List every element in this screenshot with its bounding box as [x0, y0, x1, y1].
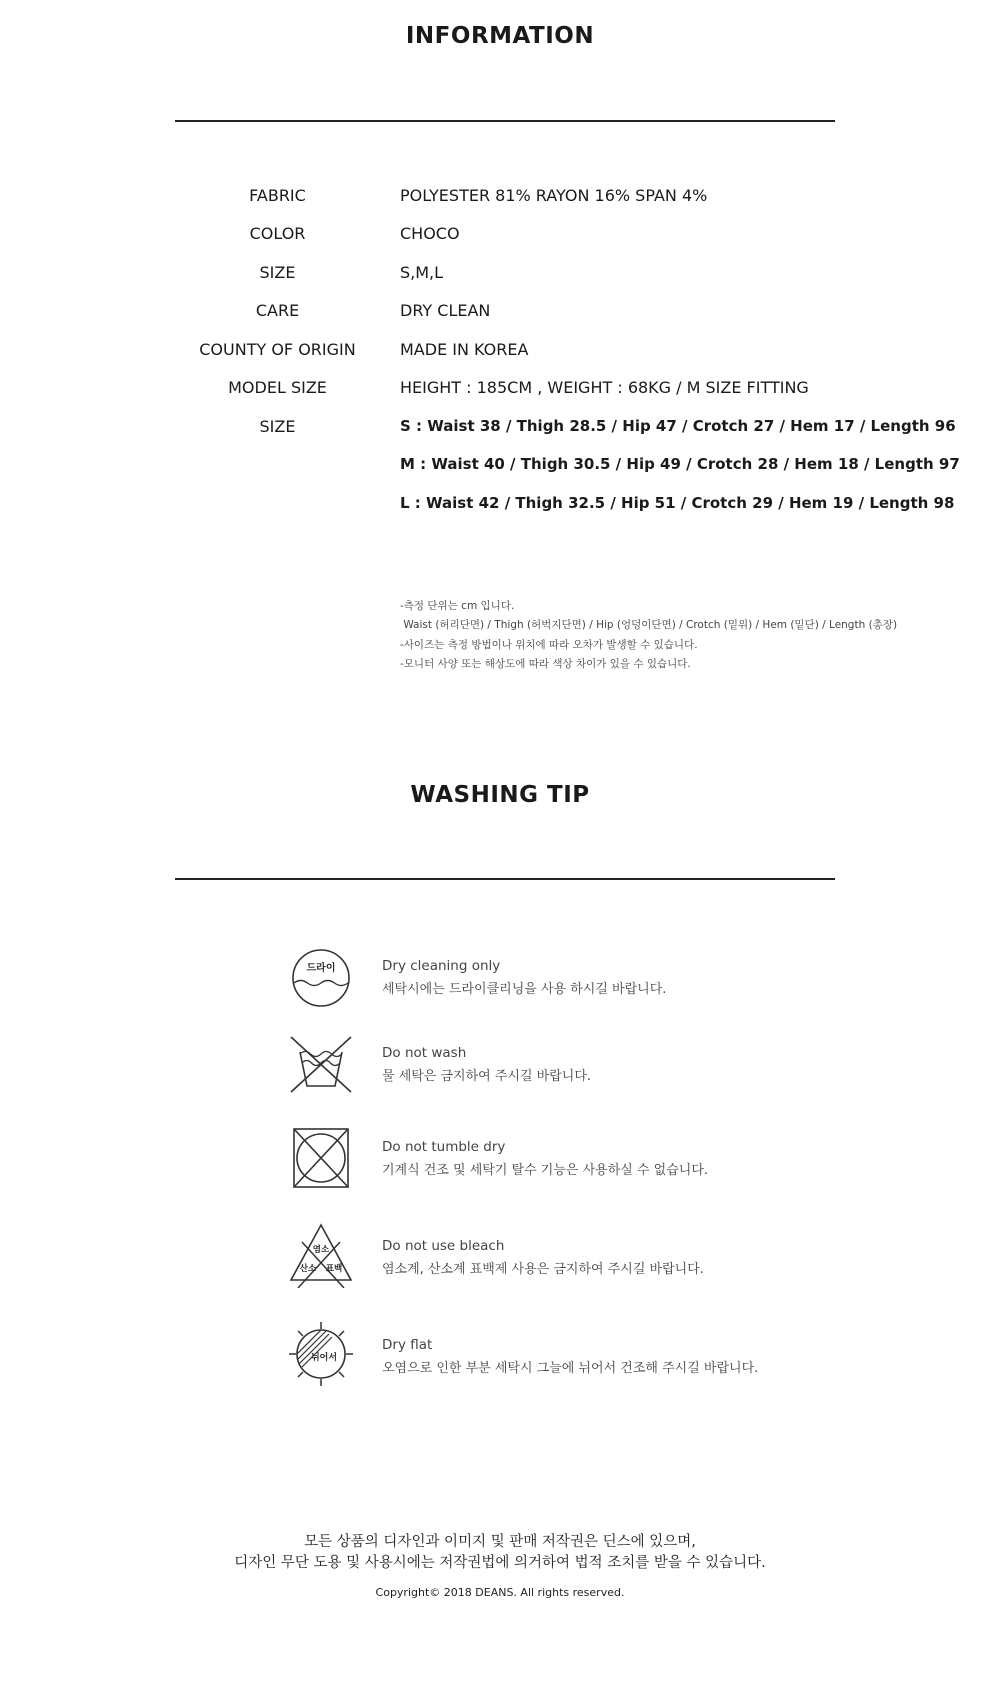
size-m-line: M : Waist 40 / Thigh 30.5 / Hip 49 / Crotch 28 / Hem 18 / Length 97: [400, 455, 960, 473]
model-size-label: MODEL SIZE: [228, 378, 327, 397]
dry-clean-icon-text: 드라이: [306, 963, 336, 974]
note-measure-terms: Waist (허리단면) / Thigh (허벅지단면) / Hip (엉덩이단면) / Crotch (밑위) / Hem (밑단) / Length (총장): [400, 619, 898, 631]
no-tumble-dry-icon: [288, 1125, 354, 1191]
tip-dry-clean-title: Dry cleaning only: [382, 958, 501, 974]
copyright-text: Copyright© 2018 DEANS. All rights reserved.: [375, 1586, 625, 1599]
dry-clean-icon: [288, 945, 354, 1011]
care-value: DRY CLEAN: [400, 301, 491, 320]
no-bleach-icon-text-top: 염소: [312, 1245, 330, 1255]
no-bleach-icon: [288, 1222, 354, 1288]
tip-dry-flat-desc: 오염으로 인한 부분 세탁시 그늘에 뉘어서 건조해 주시길 바랍니다.: [382, 1361, 759, 1376]
dry-flat-icon-text: 뉘어서: [310, 1353, 338, 1363]
size-label: SIZE: [259, 263, 296, 282]
washing-divider: [175, 878, 835, 880]
size-l-line: L : Waist 42 / Thigh 32.5 / Hip 51 / Crotch 29 / Hem 19 / Length 98: [400, 494, 955, 512]
footer-copyright-notice-2: 디자인 무단 도용 및 사용시에는 저작권법에 의거하여 법적 조치를 받을 수 있습니다.: [234, 1555, 766, 1571]
information-title: INFORMATION: [405, 23, 595, 49]
note-measure-error: -사이즈는 측정 방법이나 위치에 따라 오차가 발생할 수 있습니다.: [400, 639, 698, 651]
model-size-value: HEIGHT : 185CM , WEIGHT : 68KG / M SIZE FITTING: [400, 378, 809, 397]
fabric-value: POLYESTER 81% RAYON 16% SPAN 4%: [400, 186, 708, 205]
size-value: S,M,L: [400, 263, 444, 282]
note-unit: -측정 단위는 cm 입니다.: [400, 600, 515, 612]
no-bleach-icon-text-right: 표백: [325, 1264, 343, 1274]
color-label: COLOR: [249, 224, 306, 243]
tip-no-wash-desc: 물 세탁은 금지하여 주시길 바랍니다.: [382, 1069, 592, 1084]
tip-dry-flat-title: Dry flat: [382, 1337, 433, 1353]
no-bleach-icon-text-left: 산소: [299, 1264, 317, 1274]
footer-copyright-notice-1: 모든 상품의 디자인과 이미지 및 판매 저작권은 딘스에 있으며,: [304, 1534, 696, 1550]
tip-dry-clean-desc: 세탁시에는 드라이클리닝을 사용 하시길 바랍니다.: [382, 982, 667, 997]
size-s-line: S : Waist 38 / Thigh 28.5 / Hip 47 / Crotch 27 / Hem 17 / Length 96: [400, 417, 956, 435]
no-wash-icon: [288, 1032, 354, 1098]
tip-no-wash-title: Do not wash: [382, 1045, 467, 1061]
washing-tip-title: WASHING TIP: [410, 782, 590, 808]
fabric-label: FABRIC: [249, 186, 306, 205]
tip-no-bleach-title: Do not use bleach: [382, 1238, 505, 1254]
color-value: CHOCO: [400, 224, 460, 243]
dry-flat-icon: [288, 1320, 354, 1386]
origin-value: MADE IN KOREA: [400, 340, 529, 359]
tip-no-tumble-dry-desc: 기계식 건조 및 세탁기 탈수 기능은 사용하실 수 없습니다.: [382, 1163, 709, 1178]
tip-no-bleach-desc: 염소계, 산소계 표백제 사용은 금지하여 주시길 바랍니다.: [382, 1262, 704, 1277]
information-divider: [175, 120, 835, 122]
size-measure-label: SIZE: [259, 417, 296, 436]
note-color-difference: -모니터 사양 또는 해상도에 따라 색상 차이가 있을 수 있습니다.: [400, 658, 691, 670]
tip-no-tumble-dry-title: Do not tumble dry: [382, 1139, 506, 1155]
care-label: CARE: [255, 301, 300, 320]
origin-label: COUNTY OF ORIGIN: [199, 340, 356, 359]
